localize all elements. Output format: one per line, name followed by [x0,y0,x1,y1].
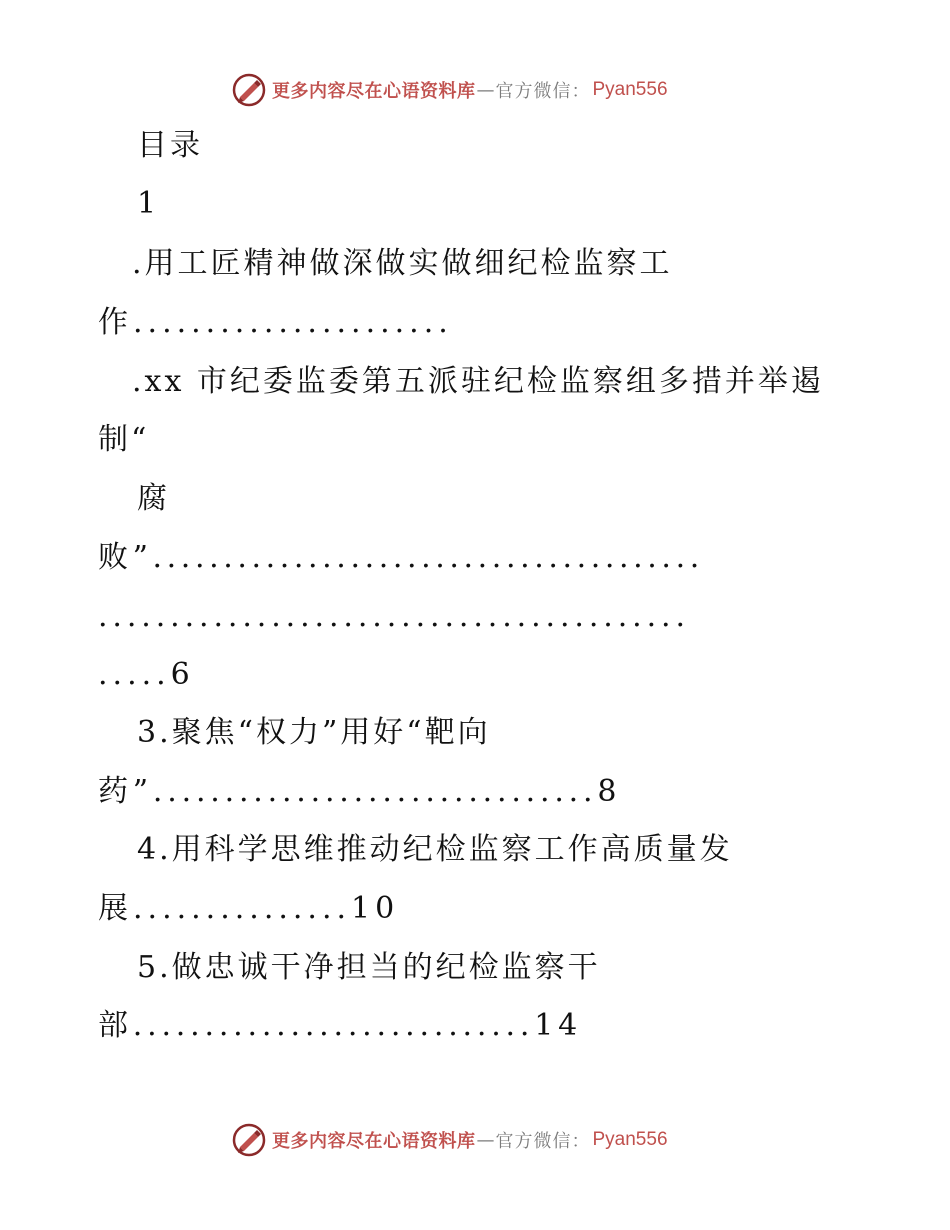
toc-item-2-line-5[interactable]: ......................................... [98,599,690,634]
toc-item-2-line-6[interactable]: .....6 [98,657,195,692]
toc-title: 目录 [137,128,203,163]
toc-item-4-line-2[interactable]: 展...............10 [98,891,400,926]
toc-number: 1 [137,186,160,221]
watermark-separator: — [476,79,495,101]
toc-item-3-line-2[interactable]: 药”...............................8 [98,774,622,809]
toc-item-2-line-3[interactable]: 腐 [137,481,170,516]
watermark-separator: — [476,1129,495,1151]
toc-item-1-line-1[interactable]: .用工匠精神做深做实做细纪检监察工 [132,246,673,281]
watermark-wechat-id: Pyan556 [592,79,668,100]
toc-item-2-line-2[interactable]: 制“ [98,422,150,457]
toc-item-3-line-1[interactable]: 3.聚焦“权力”用好“靶向 [137,715,491,750]
toc-item-4-line-1[interactable]: 4.用科学思维推动纪检监察工作高质量发 [137,832,733,867]
header-watermark [232,72,668,108]
watermark-wechat-label: 官方微信： [495,81,591,102]
watermark-text: 更多内容尽在心语资料库 [272,81,476,102]
footer-watermark [232,1122,668,1158]
toc-item-2-line-1[interactable]: .xx 市纪委监委第五派驻纪检监察组多措并举遏 [132,364,824,399]
watermark-wechat-id: Pyan556 [592,1129,668,1150]
watermark-wechat-label: 官方微信： [495,1131,591,1152]
watermark-text: 更多内容尽在心语资料库 [272,1131,476,1152]
pen-logo-icon [232,73,266,107]
toc-item-5-line-2[interactable]: 部............................14 [98,1008,582,1043]
pen-logo-icon [232,1123,266,1157]
toc-item-1-line-2[interactable]: 作...................... [98,305,453,340]
toc-item-5-line-1[interactable]: 5.做忠诚干净担当的纪检监察干 [137,950,601,985]
toc-item-2-line-4[interactable]: 败”....................................... [98,540,704,575]
